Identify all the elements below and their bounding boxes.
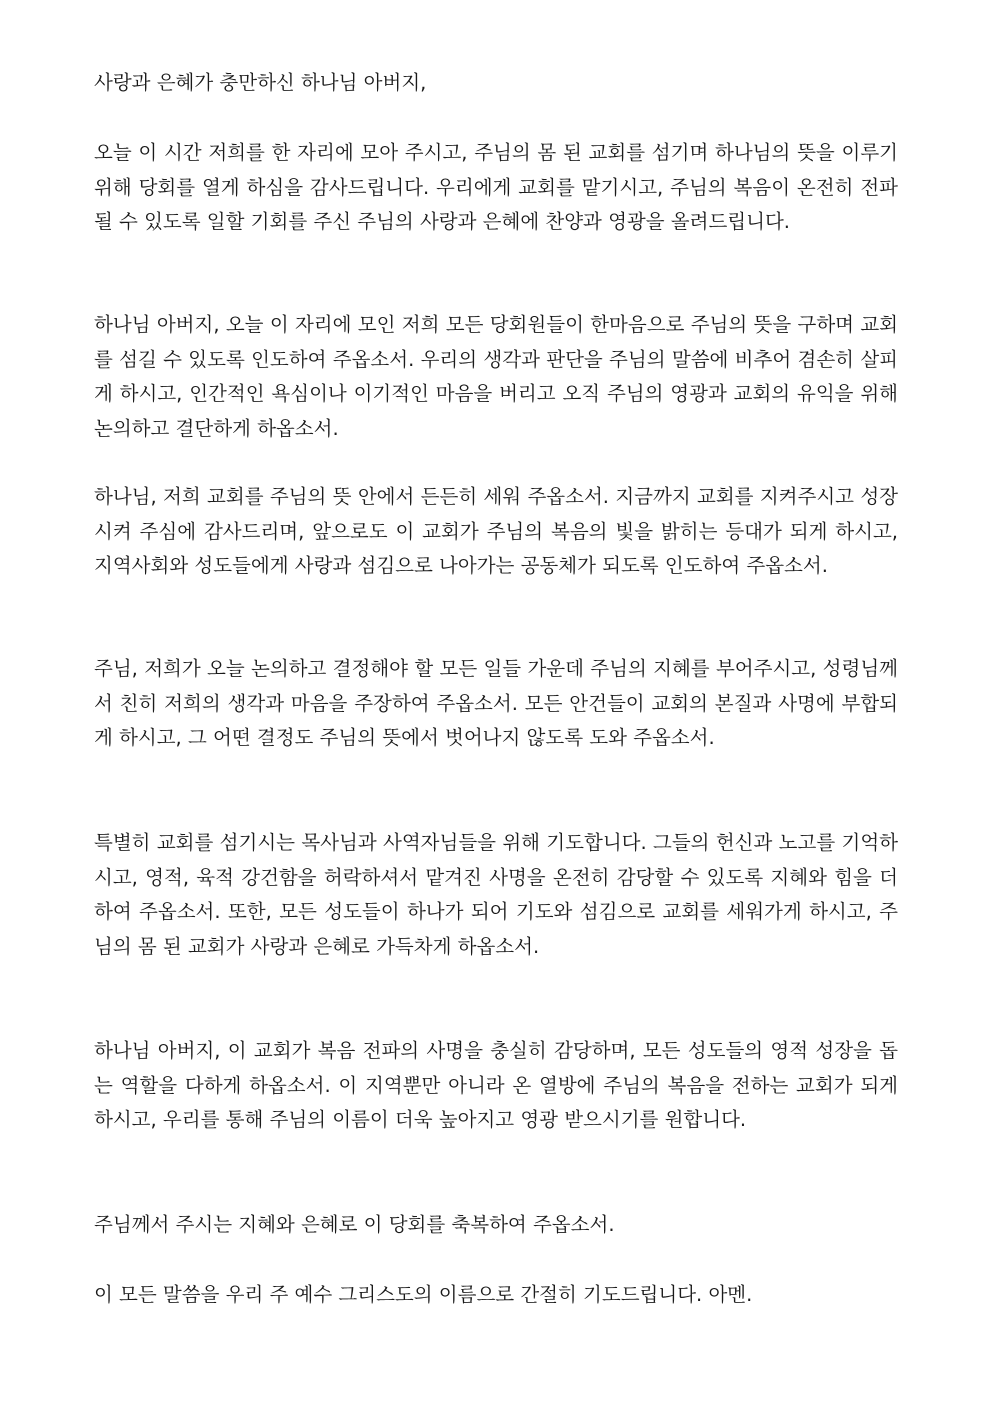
prayer-paragraph-mission: 하나님 아버지, 이 교회가 복음 전파의 사명을 충실히 감당하며, 모든 성도들의 영적 성장을 돕는 역할을 다하게 하옵소서. 이 지역뿐만 아니라 온 열방에 주님의 복음을 전하는 교회가 되게 하시고, 우리를 통해 주님의 이름이 더욱 높아지고 영광 받으시기를 원합니다. <box>94 1039 898 1131</box>
prayer-paragraph-blessing: 주님께서 주시는 지혜와 은혜로 이 당회를 축복하여 주옵소서. <box>94 1213 615 1236</box>
prayer-opening: 사랑과 은혜가 충만하신 하나님 아버지, <box>94 71 427 94</box>
prayer-paragraph-wisdom: 주님, 저희가 오늘 논의하고 결정해야 할 모든 일들 가운데 주님의 지혜를 부어주시고, 성령님께서 친히 저희의 생각과 마음을 주장하여 주옵소서. 모든 안건들이 교회의 본질과 사명에 부합되게 하시고, 그 어떤 결정도 주님의 뜻에서 벗어나지 않도록 도와 주옵소서. <box>94 657 898 749</box>
prayer-closing: 이 모든 말씀을 우리 주 예수 그리스도의 이름으로 간절히 기도드립니다. 아멘. <box>94 1283 753 1306</box>
prayer-paragraph-thanksgiving: 오늘 이 시간 저희를 한 자리에 모아 주시고, 주님의 몸 된 교회를 섬기며 하나님의 뜻을 이루기 위해 당회를 열게 하심을 감사드립니다. 우리에게 교회를 맡기시고, 주님의 복음이 온전히 전파될 수 있도록 일할 기회를 주신 주님의 사랑과 은혜에 찬양과 영광을 올려드립니다. <box>94 141 898 233</box>
prayer-paragraph-guidance: 하나님 아버지, 오늘 이 자리에 모인 저희 모든 당회원들이 한마음으로 주님의 뜻을 구하며 교회를 섬길 수 있도록 인도하여 주옵소서. 우리의 생각과 판단을 주님의 말씀에 비추어 겸손히 살피게 하시고, 인간적인 욕심이나 이기적인 마음을 버리고 오직 주님의 영광과 교회의 유익을 위해 논의하고 결단하게 하옵소서. <box>94 313 898 440</box>
prayer-paragraph-ministers: 특별히 교회를 섬기시는 목사님과 사역자님들을 위해 기도합니다. 그들의 헌신과 노고를 기억하시고, 영적, 육적 강건함을 허락하셔서 맡겨진 사명을 온전히 감당할 수 있도록 지혜와 힘을 더하여 주옵소서. 또한, 모든 성도들이 하나가 되어 기도와 섬김으로 교회를 세워가게 하시고, 주님의 몸 된 교회가 사랑과 은혜로 가득차게 하옵소서. <box>94 831 898 958</box>
prayer-paragraph-church: 하나님, 저희 교회를 주님의 뜻 안에서 든든히 세워 주옵소서. 지금까지 교회를 지켜주시고 성장시켜 주심에 감사드리며, 앞으로도 이 교회가 주님의 복음의 빛을 밝히는 등대가 되게 하시고, 지역사회와 성도들에게 사랑과 섬김으로 나아가는 공동체가 되도록 인도하여 주옵소서. <box>94 485 898 577</box>
